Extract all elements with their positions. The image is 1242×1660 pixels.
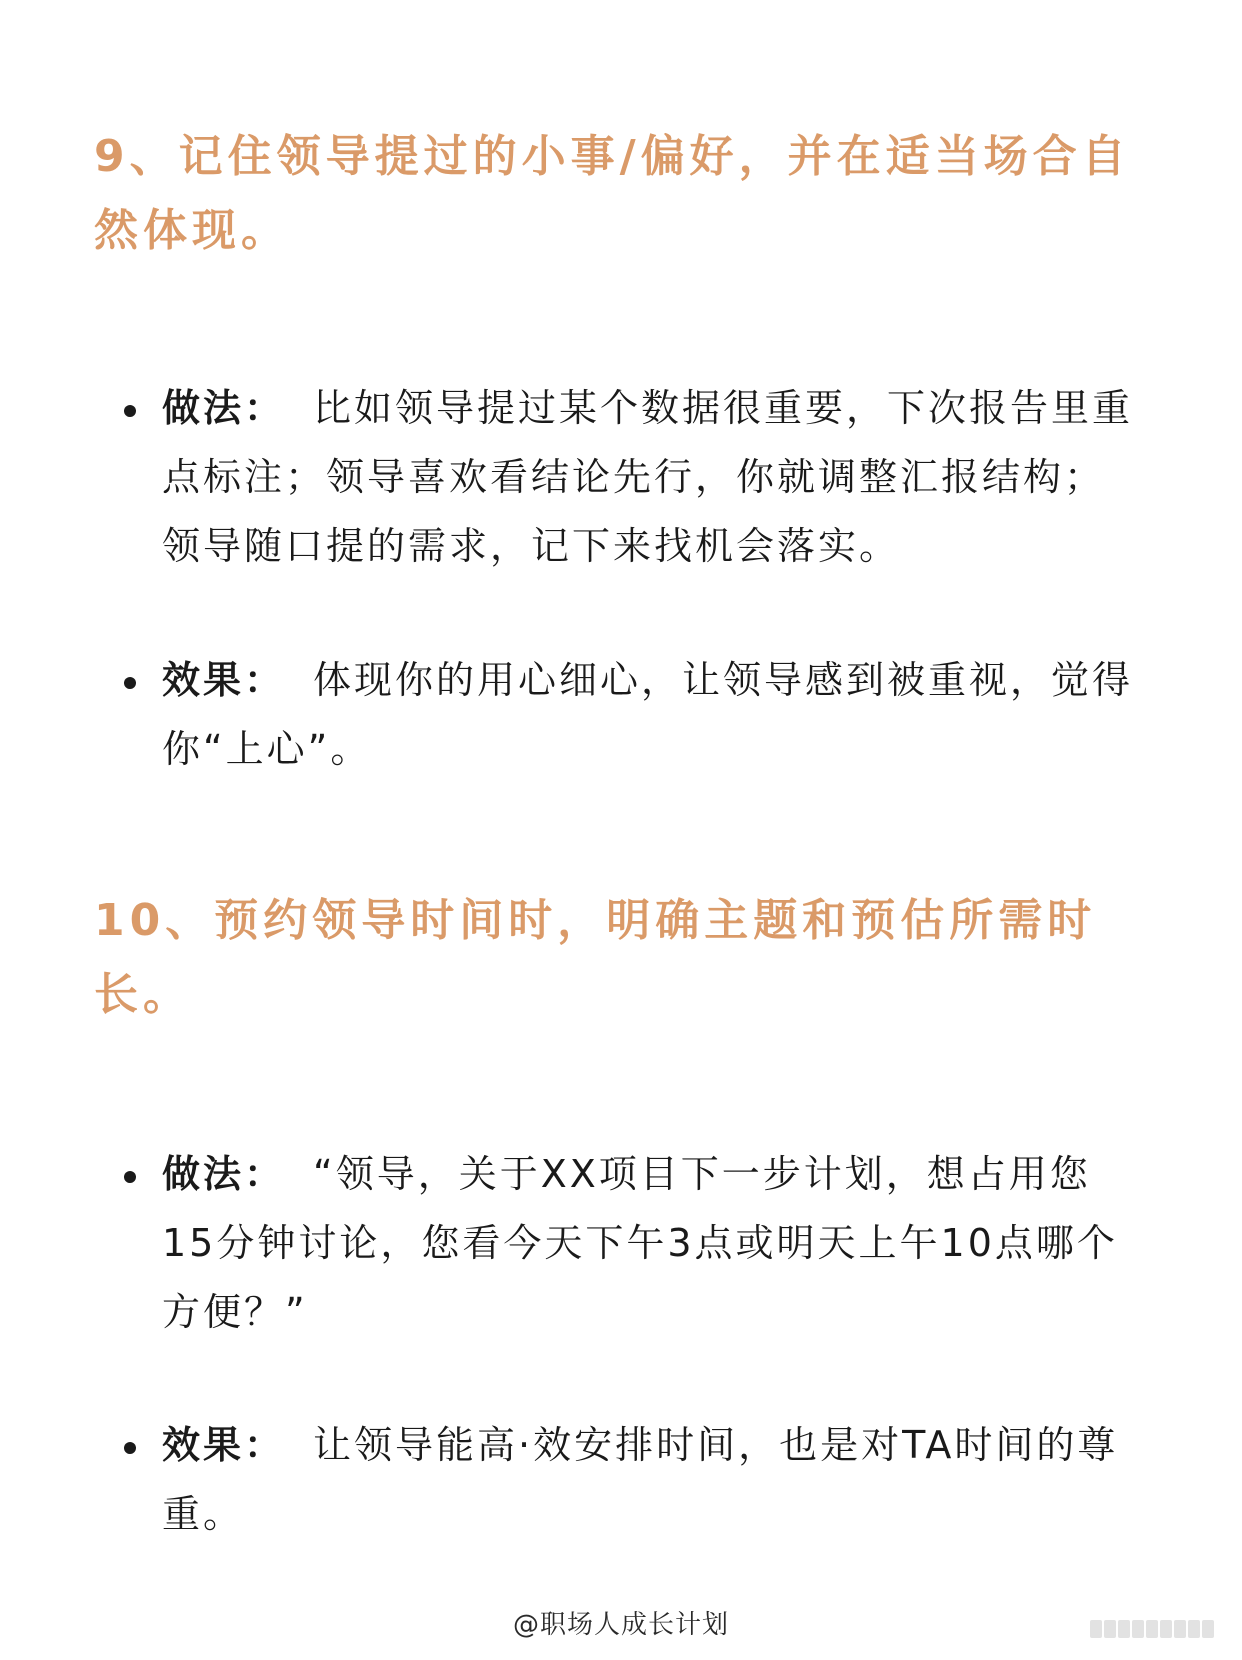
footer-watermark: @职场人成长计划 [512, 1610, 729, 1640]
section-2-heading: 10、预约领导时间时，明确主题和预估所需时长。 [94, 895, 1097, 1020]
section-2-method-label: 做法： [162, 1152, 286, 1196]
section-1-effect-text: 体现你的用心细心，让领导感到被重视，觉得你“上心”。 [162, 658, 1134, 771]
section-2-method-item [124, 1140, 1144, 1347]
section-1-heading: 9、记住领导提过的小事/偏好，并在适当场合自然体现。 [94, 131, 1131, 256]
section-2-effect-label: 效果： [162, 1423, 286, 1467]
section-1-method-paragraph [162, 374, 1144, 581]
bullet-dot-icon [124, 1442, 136, 1454]
bullet-dot-icon [124, 677, 136, 689]
section-2-effect-text: 让领导能高·效安排时间，也是对TA时间的尊重。 [162, 1423, 1119, 1536]
section-2-method-paragraph [162, 1140, 1144, 1347]
bullet-dot-icon [124, 1171, 136, 1183]
section-2-effect-paragraph [162, 1411, 1144, 1549]
section-1-method-text: 比如领导提过某个数据很重要，下次报告里重点标注；领导喜欢看结论先行，你就调整汇报结构；领导随口提的需求，记下来找机会落实。 [162, 386, 1134, 568]
section-1-effect-item [124, 646, 1144, 784]
section-1-method-label: 做法： [162, 386, 286, 430]
section-2-method-text: “领导，关于XX项目下一步计划，想占用您15分钟讨论，您看今天下午3点或明天上午10点哪个方便？” [162, 1152, 1118, 1334]
section-1-effect-label: 效果： [162, 658, 286, 702]
section-1-effect-paragraph [162, 646, 1144, 784]
bullet-dot-icon [124, 405, 136, 417]
section-2-effect-item [124, 1411, 1144, 1549]
thumbnail-strip-icon [1090, 1620, 1214, 1638]
section-1-method-item [124, 374, 1144, 581]
